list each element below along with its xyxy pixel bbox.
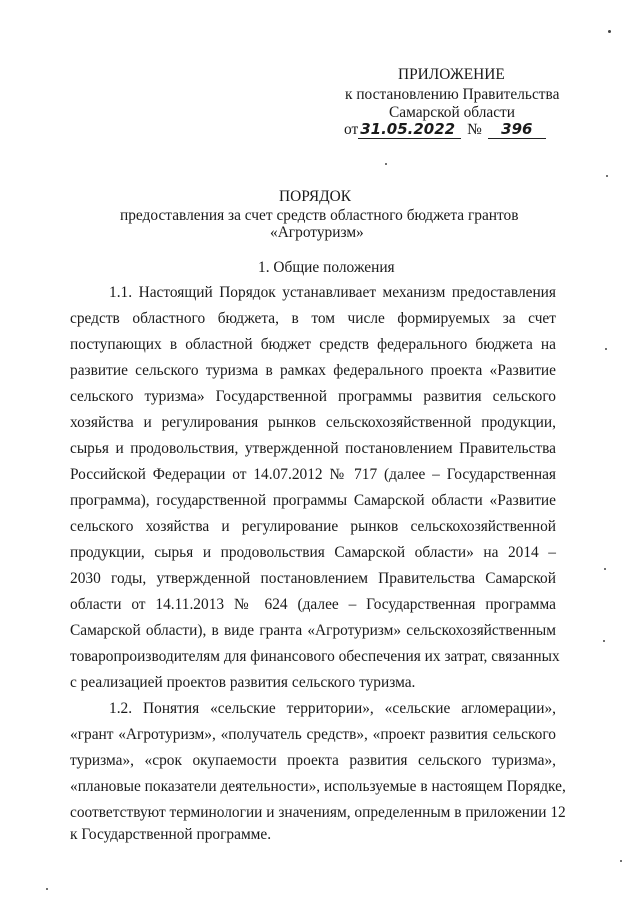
scan-speck [46,888,48,890]
scan-speck [606,175,608,177]
doc-subtitle-line-2: «Агротуризм» [270,224,364,241]
scan-speck [385,163,387,165]
decree-reference: к постановлению Правительства [345,86,560,103]
paragraph-line: 1.1. Настоящий Порядок устанавливает механизм предоставления [109,284,556,301]
paragraph-line: «грант «Агротуризм», «получатель средств», «проект развития сельского [70,726,556,743]
paragraph-line: поступающих в областной бюджет средств федерального бюджета на [70,336,556,353]
scan-speck [605,348,607,350]
paragraph-line: «плановые показатели деятельности», используемые в настоящем Порядке, [70,778,566,795]
scan-speck [603,640,605,642]
scan-speck [620,860,622,862]
paragraph-line: области от 14.11.2013 № 624 (далее – Государственная программа [70,596,556,613]
paragraph-line: сырья и продовольствия, утвержденной постановлением Правительства [70,440,556,457]
handwritten-number: 396 [488,120,546,139]
doc-subtitle-line-1: предоставления за счет средств областного бюджета грантов [120,207,519,224]
appendix-title: ПРИЛОЖЕНИЕ [398,66,505,83]
paragraph-line: хозяйства и регулирования рынков сельскохозяйственной продукции, [70,414,556,431]
paragraph-line: развитие сельского туризма в рамках федерального проекта «Развитие [70,362,556,379]
paragraph-line: сельского туризма» Государственной программы развития сельского [70,388,556,405]
paragraph-line: продукции, сырья и продовольствия Самарской области» на 2014 – [70,544,556,561]
paragraph-line: соответствуют терминологии и значениям, определенным в приложении 12 [70,804,566,821]
region-name: Самарской области [389,104,516,121]
paragraph-line: туризма», «срок окупаемости проекта развития сельского туризма», [70,752,556,769]
scan-speck [608,30,611,33]
paragraph-line: программа), государственной программы Самарской области «Развитие [70,492,556,509]
doc-heading: ПОРЯДОК [279,188,351,205]
date-prefix: от [344,121,359,138]
scan-speck [604,568,606,570]
paragraph-line: сельского хозяйства и регулирование рынков сельскохозяйственной [70,518,556,535]
paragraph-line: с реализацией проектов развития сельского туризма. [70,674,416,691]
paragraph-line: 1.2. Понятия «сельские территории», «сельские агломерации», [109,700,556,717]
paragraph-line: средств областного бюджета, в том числе формируемых за счет [70,310,556,327]
paragraph-line: товаропроизводителям для финансового обеспечения их затрат, связанных [70,648,560,665]
decree-date-line [344,120,546,139]
handwritten-date: 31.05.2022 [358,120,461,139]
paragraph-line: 2030 годы, утвержденной постановлением Правительства Самарской [70,570,556,587]
paragraph-line: к Государственной программе. [70,826,272,843]
section-heading: 1. Общие положения [258,259,395,276]
paragraph-line: Самарской области), в виде гранта «Агротуризм» сельскохозяйственным [70,622,556,639]
number-label: № [467,121,482,138]
paragraph-line: Российской Федерации от 14.07.2012 № 717 (далее – Государственная [70,466,556,483]
